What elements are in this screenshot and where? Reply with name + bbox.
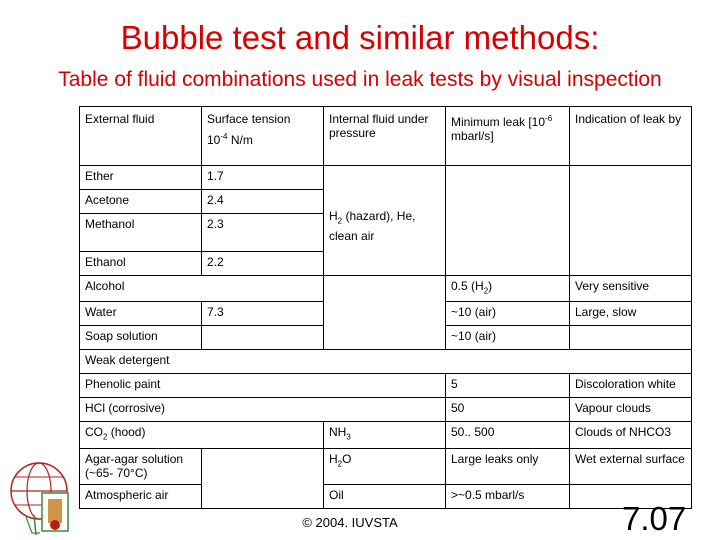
cell-external-fluid: $CO_2$ (hood) (80, 422, 324, 448)
cell-indication (570, 166, 692, 276)
cell-internal-fluid: $H_2O$ (324, 448, 446, 484)
cell-minimum-leak: Large leaks only (446, 448, 570, 484)
cell-indication (570, 326, 692, 350)
cell-indication: Clouds of NHCO3 (570, 422, 692, 448)
cell-indication: Vapour clouds (570, 398, 692, 422)
cell-external-fluid: Weak detergent (80, 350, 692, 374)
table-row (80, 276, 692, 302)
cell-external-fluid: Ether (80, 166, 202, 190)
cell-internal-fluid: Oil (324, 484, 446, 508)
table-row (80, 374, 692, 398)
cell-external-fluid: Ethanol (80, 252, 202, 276)
cell-minimum-leak: 50.. 500 (446, 422, 570, 448)
cell-internal-fluid: $NH_3$ (324, 422, 446, 448)
header-indication: Indication of leak by (570, 107, 692, 166)
cell-indication: Very sensitive (570, 276, 692, 302)
cell-internal-fluid: $H_2$ (hazard), He, clean air (324, 166, 446, 276)
cell-minimum-leak: 5 (446, 374, 570, 398)
cell-external-fluid: Phenolic paint (80, 374, 446, 398)
table-row (80, 350, 692, 374)
cell-surface-tension: 2.4 (202, 190, 324, 214)
cell-surface-tension (202, 448, 324, 508)
header-minimum-leak: Minimum leak [$10^{-6}$ mbarl/s] (446, 107, 570, 166)
cell-external-fluid: Methanol (80, 214, 202, 252)
iuvsta-logo-icon (6, 455, 76, 537)
fluid-combinations-table (79, 106, 692, 509)
cell-indication: Wet external surface (570, 448, 692, 484)
cell-external-fluid: Water (80, 302, 202, 326)
cell-surface-tension: 2.2 (202, 252, 324, 276)
cell-surface-tension: 2.3 (202, 214, 324, 252)
cell-indication: Discoloration white (570, 374, 692, 398)
table-row (80, 448, 692, 484)
cell-external-fluid: Alcohol (80, 276, 324, 302)
cell-external-fluid: HCl (corrosive) (80, 398, 446, 422)
cell-indication: Large, slow (570, 302, 692, 326)
slide-title: Bubble test and similar methods: (120, 19, 600, 56)
header-internal-fluid: Internal fluid under pressure (324, 107, 446, 166)
cell-surface-tension: 7.3 (202, 302, 324, 326)
table-row (80, 398, 692, 422)
cell-surface-tension: 1.7 (202, 166, 324, 190)
cell-internal-fluid (324, 276, 446, 350)
cell-minimum-leak: 50 (446, 398, 570, 422)
cell-external-fluid: Soap solution (80, 326, 202, 350)
cell-minimum-leak: >~0.5 mbarl/s (446, 484, 570, 508)
page-number: 7.07 (622, 500, 687, 537)
table-row (80, 166, 692, 190)
table-header-row (80, 107, 692, 166)
header-external-fluid: External fluid (80, 107, 202, 166)
cell-minimum-leak: ~10 (air) (446, 326, 570, 350)
cell-external-fluid: Agar-agar solution (~65- 70°C) (80, 448, 202, 484)
cell-external-fluid: Atmospheric air (80, 484, 202, 508)
cell-minimum-leak: ~10 (air) (446, 302, 570, 326)
cell-minimum-leak: 0.5 $(H_2)$ (446, 276, 570, 302)
cell-surface-tension (202, 326, 324, 350)
slide-subtitle: Table of fluid combinations used in leak tests by visual inspection (58, 68, 662, 91)
copyright-footer: © 2004. IUVSTA (302, 515, 398, 530)
table-row (80, 422, 692, 448)
header-surface-tension: Surface tension $10^{-4}$ N/m (202, 107, 324, 166)
cell-minimum-leak (446, 166, 570, 276)
table-row (80, 484, 692, 508)
cell-external-fluid: Acetone (80, 190, 202, 214)
